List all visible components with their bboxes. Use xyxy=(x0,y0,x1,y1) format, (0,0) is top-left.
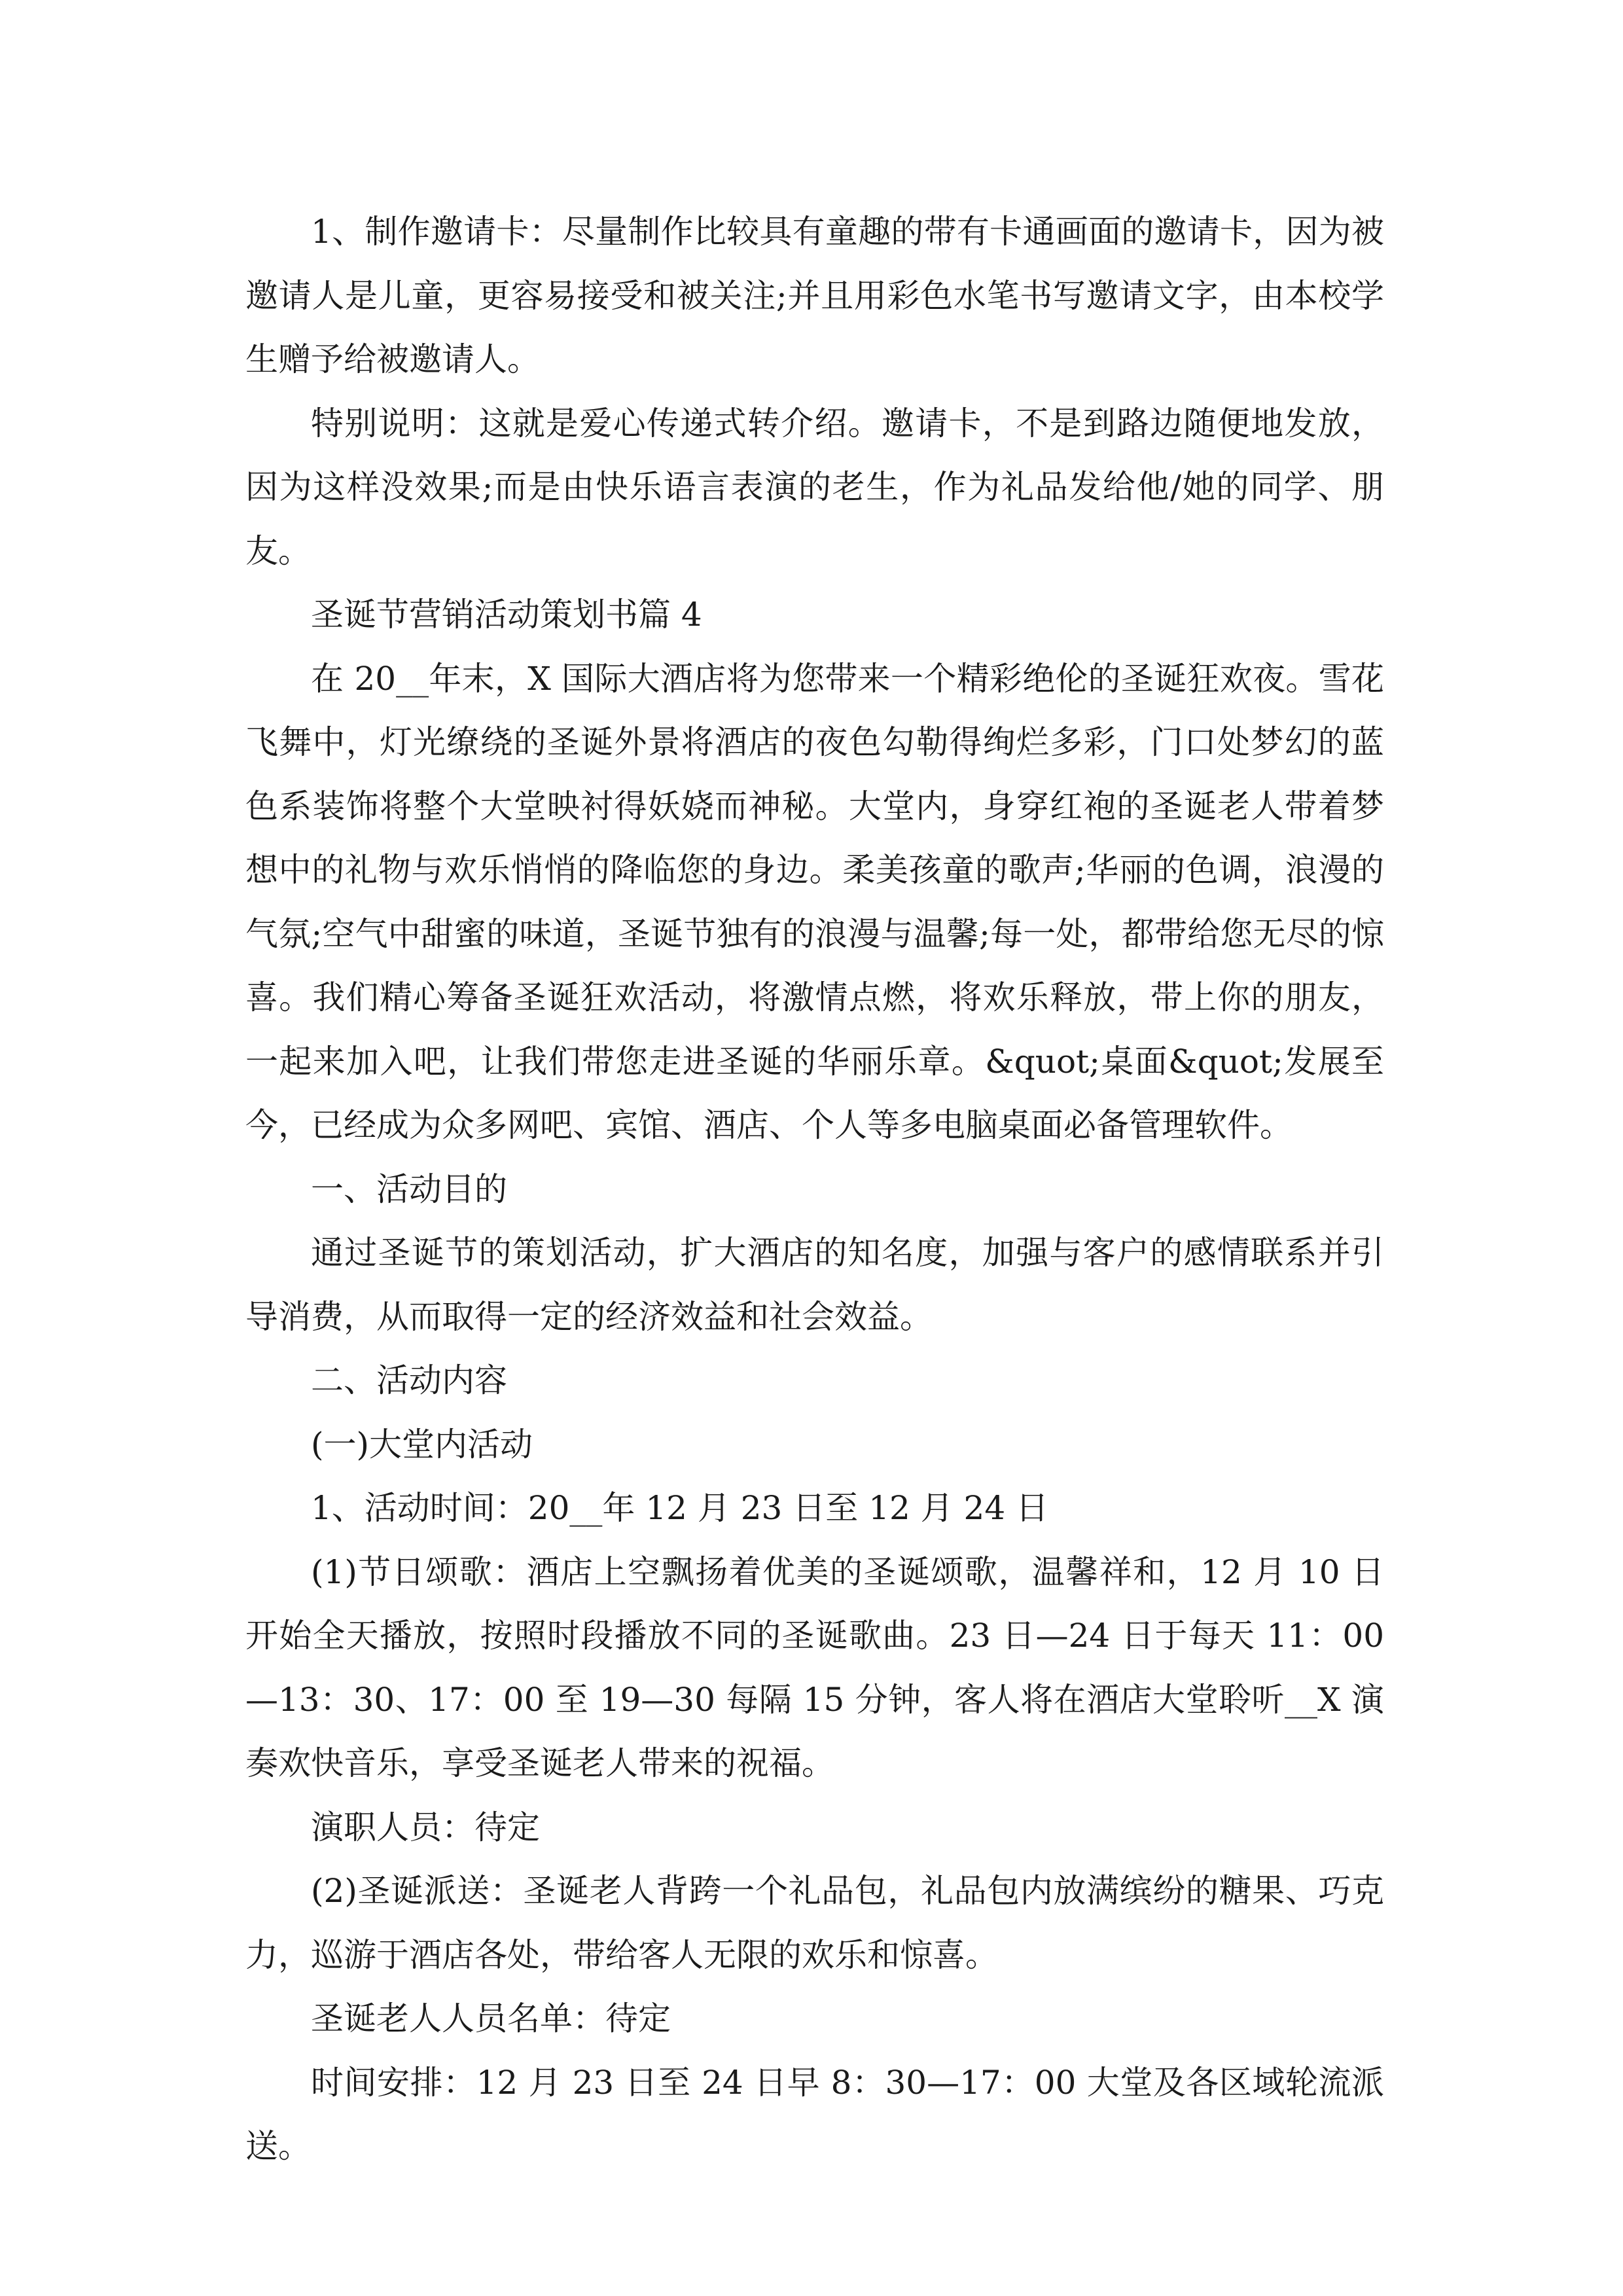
heading-activity-content: 二、活动内容 xyxy=(311,1361,507,1399)
paragraph-intro: 在 20__年末，X 国际大酒店将为您带来一个精彩绝伦的圣诞狂欢夜。雪花飞舞中，灯光缭绕的圣诞外景将酒店的夜色勾勒得绚烂多彩，门口处梦幻的蓝色系装饰将整个大堂映衬得妖娆而神秘。大堂内，身穿红袍的圣诞老人带着梦想中的礼物与欢乐悄悄的降临您的身边。柔美孩童的歌声;华丽的色调，浪漫的气氛;空气中甜蜜的味道，圣诞节独有的浪漫与温馨;每一处，都带给您无尽的惊喜。我们精心筹备圣诞狂欢活动，将激情点燃，将欢乐释放，带上你的朋友，一起来加入吧，让我们带您走进圣诞的华丽乐章。&quot;桌面&quot;发展至今，已经成为众多网吧、宾馆、酒店、个人等多电脑桌面必备管理软件。 xyxy=(245,659,1384,1144)
paragraph-santa-list: 圣诞老人人员名单：待定 xyxy=(311,2000,671,2037)
subheading-lobby-activity: (一)大堂内活动 xyxy=(311,1425,533,1463)
paragraph-special-note: 特别说明：这就是爱心传递式转介绍。邀请卡，不是到路边随便地发放，因为这样没效果;而是由快乐语言表演的老生，作为礼品发给他/她的同学、朋友。 xyxy=(245,404,1384,570)
paragraph-purpose: 通过圣诞节的策划活动，扩大酒店的知名度，加强与客户的感情联系并引导消费，从而取得一定的经济效益和社会效益。 xyxy=(245,1234,1384,1336)
paragraph-activity-time: 1、活动时间：20__年 12 月 23 日至 12 月 24 日 xyxy=(311,1489,1049,1527)
paragraph-schedule: 时间安排：12 月 23 日至 24 日早 8：30—17：00 大堂及各区域轮流派送。 xyxy=(245,2063,1384,2165)
paragraph-invitation-card: 1、制作邀请卡：尽量制作比较具有童趣的带有卡通画面的邀请卡，因为被邀请人是儿童，更容易接受和被关注;并且用彩色水笔书写邀请文字，由本校学生赠予给被邀请人。 xyxy=(245,213,1384,378)
section-title-plan-4: 圣诞节营销活动策划书篇 4 xyxy=(311,596,702,634)
document-body xyxy=(245,200,1384,2179)
paragraph-carols: (1)节日颂歌：酒店上空飘扬着优美的圣诞颂歌，温馨祥和，12 月 10 日开始全天播放，按照时段播放不同的圣诞歌曲。23 日—24 日于每天 11：00—13：30、17：00 至 19—30 每隔 15 分钟，客人将在酒店大堂聆听__X 演奏欢快音乐，享受圣诞老人带来的祝福。 xyxy=(245,1552,1384,1782)
heading-activity-purpose: 一、活动目的 xyxy=(311,1170,507,1208)
paragraph-performers: 演职人员：待定 xyxy=(311,1808,540,1846)
paragraph-gift-delivery: (2)圣诞派送：圣诞老人背跨一个礼品包，礼品包内放满缤纷的糖果、巧克力，巡游于酒店各处，带给客人无限的欢乐和惊喜。 xyxy=(245,1872,1384,1974)
